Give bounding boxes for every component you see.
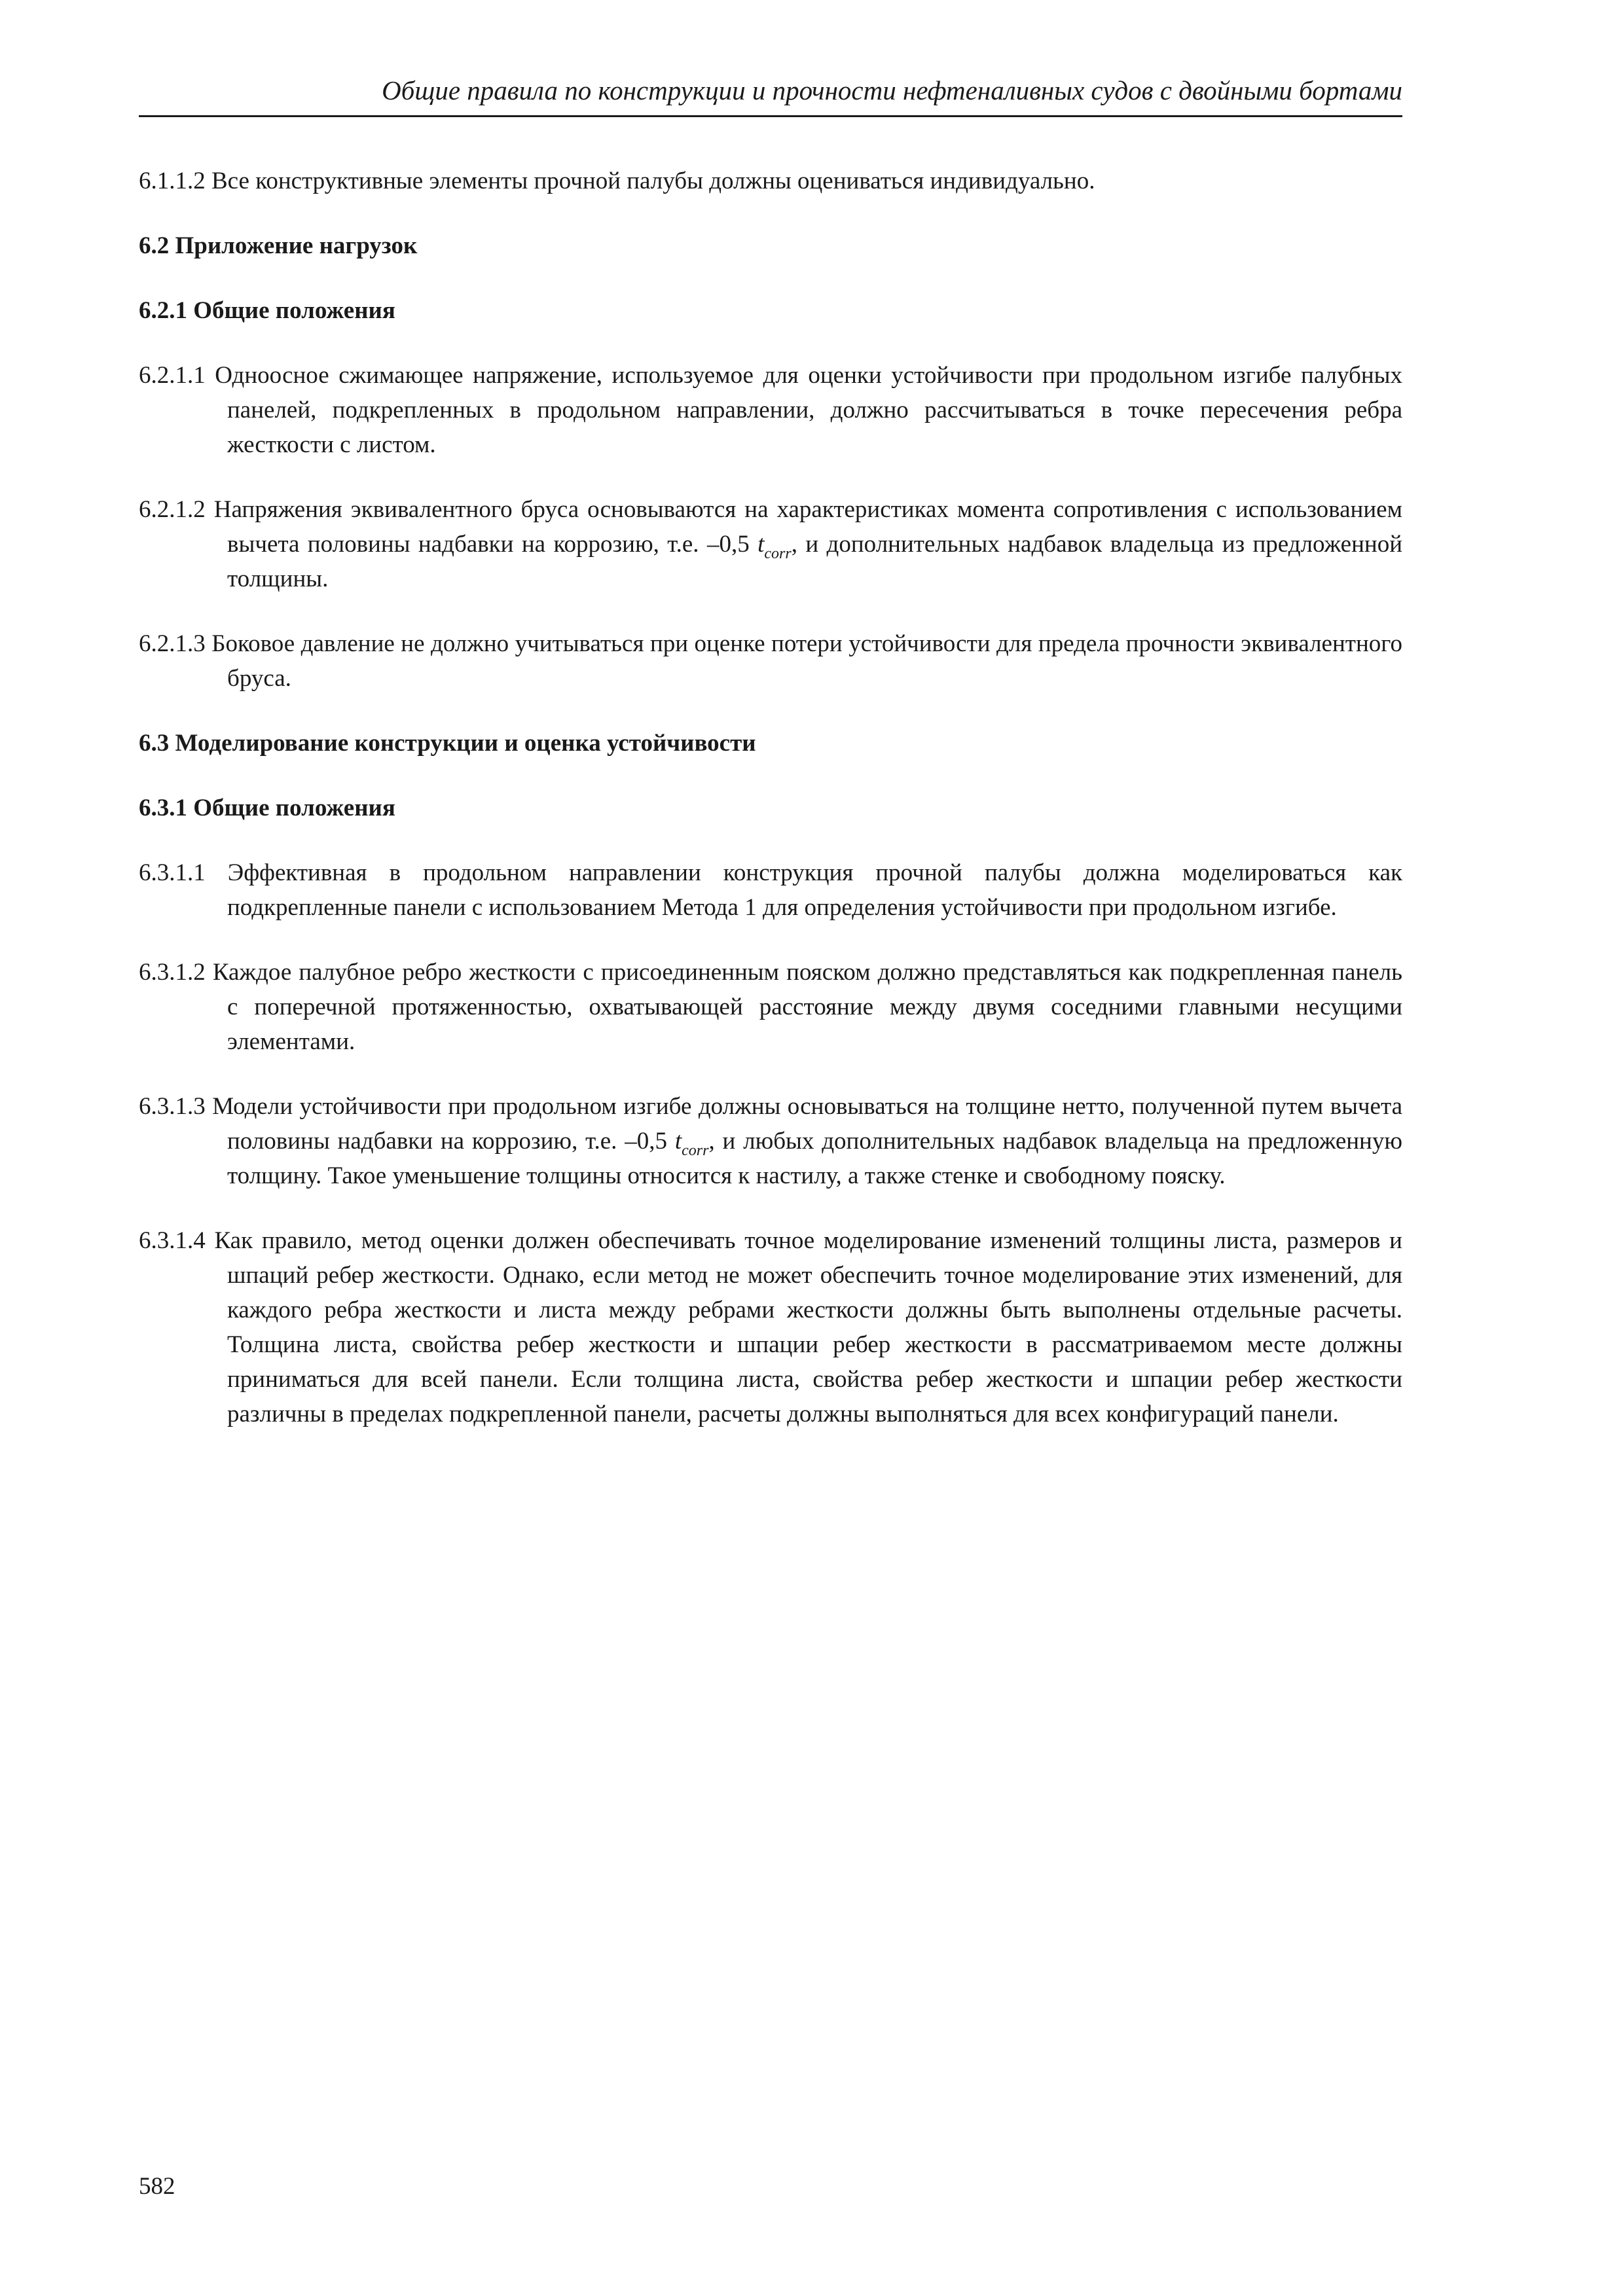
running-header: Общие правила по конструкции и прочности нефтеналивных судов с двойными бортами xyxy=(382,75,1402,105)
numbered-paragraph: 6.2.1.1 Одноосное сжимающее напряжение, используемое для оценки устойчивости при продольном изгибе палубных панелей, подкрепленных в продольном направлении, должно рассчитываться в точке пересечения ребра жесткости с листом. xyxy=(139,362,1402,458)
numbered-paragraph xyxy=(139,492,1402,596)
paragraph-text: 6.2.1.2 Напряжения эквивалентного бруса основываются на характеристиках момента сопротивления с использованием вычета половины надбавки на коррозию, т.е. –0,5 xyxy=(139,496,1402,558)
section-heading: 6.2 Приложение нагрузок xyxy=(139,232,418,259)
formula-variable: t xyxy=(674,1128,682,1155)
section-heading: 6.3.1 Общие положения xyxy=(139,795,395,821)
numbered-paragraph: 6.2.1.3 Боковое давление не должно учитываться при оценке потери устойчивости для предела прочности эквивалентного бруса. xyxy=(139,630,1402,692)
document-body xyxy=(139,164,1402,1431)
formula-subscript: corr xyxy=(764,545,792,562)
section-heading: 6.2.1 Общие положения xyxy=(139,297,395,324)
numbered-paragraph xyxy=(139,1089,1402,1193)
page-number: 582 xyxy=(139,2173,175,2200)
formula-variable: t xyxy=(757,531,765,558)
paragraph-text: 6.3.1.3 Модели устойчивости при продольном изгибе должны основываться на толщине нетто, полученной путем вычета половины надбавки на коррозию, т.е. –0,5 xyxy=(139,1093,1402,1155)
numbered-paragraph: 6.3.1.4 Как правило, метод оценки должен обеспечивать точное моделирование изменений толщины листа, размеров и шпаций ребер жесткости. Однако, если метод не может обеспечить точное моделирование этих изменений, для каждого ребра жесткости и листа между ребрами жесткости должны быть выполнены отдельные расчеты. Толщина листа, свойства ребер жесткости и шпации ребер жесткости в рассматриваемом месте должны приниматься для всей панели. Если толщина листа, свойства ребер жесткости и шпации ребер жесткости различны в пределах подкрепленной панели, расчеты должны выполняться для всех конфигураций панели. xyxy=(139,1227,1402,1427)
formula-subscript: corr xyxy=(682,1142,709,1159)
paragraph-text: , и любых дополнительных надбавок владельца на предложенную толщину. Такое уменьшение толщины относится к настилу, а также стенке и свободному пояску. xyxy=(227,1128,1402,1189)
section-heading: 6.3 Моделирование конструкции и оценка устойчивости xyxy=(139,730,756,757)
numbered-paragraph: 6.3.1.2 Каждое палубное ребро жесткости с присоединенным пояском должно представляться как подкрепленная панель с поперечной протяженностью, охватывающей расстояние между двумя соседними главными несущими элементами. xyxy=(139,959,1402,1055)
numbered-paragraph: 6.3.1.1 Эффективная в продольном направлении конструкция прочной палубы должна моделироваться как подкрепленные панели с использованием Метода 1 для определения устойчивости при продольном изгибе. xyxy=(139,859,1402,921)
header-rule xyxy=(139,115,1402,117)
numbered-paragraph: 6.1.1.2 Все конструктивные элементы прочной палубы должны оцениваться индивидуально. xyxy=(139,168,1095,194)
paragraph-text: , и дополнительных надбавок владельца из предложенной толщины. xyxy=(227,531,1403,592)
